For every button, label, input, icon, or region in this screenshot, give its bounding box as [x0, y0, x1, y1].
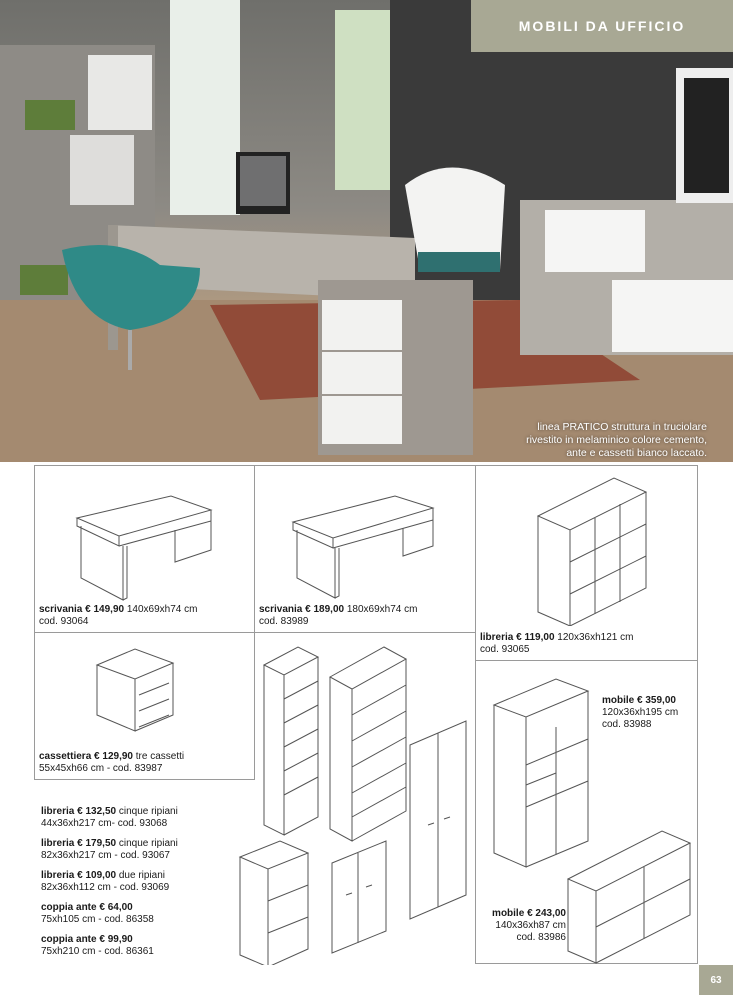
page-number-badge: [699, 965, 733, 995]
product-desc: cinque ripiani: [118, 806, 178, 817]
product-dims: 140x69xh74 cm: [126, 604, 198, 615]
product-name: libreria: [41, 870, 75, 881]
product-price: € 179,50: [77, 838, 117, 849]
product-card-mobili: [475, 660, 698, 964]
section-title: MOBILI DA UFFICIO: [518, 18, 686, 34]
product-price: € 129,90: [94, 751, 133, 762]
tall-bookcases-drawing: [234, 635, 474, 965]
product-dims-code: 55x45xh66 cm - cod. 83987: [39, 763, 163, 774]
product-code: cod. 93064: [39, 616, 89, 627]
product-name: libreria: [480, 632, 514, 643]
caption-line: linea PRATICO struttura in truciolare: [537, 421, 707, 433]
desk-drawing: [255, 466, 475, 606]
product-name: libreria: [41, 806, 75, 817]
hero-caption: [497, 421, 707, 460]
product-card-bookcase: [475, 465, 698, 661]
product-desc: due ripiani: [118, 870, 166, 881]
product-dims-code: 75xh210 cm - cod. 86361: [41, 946, 154, 957]
product-name: coppia ante: [41, 902, 97, 913]
product-dims-code: 75xh105 cm - cod. 86358: [41, 914, 154, 925]
product-card-desk-1: [34, 465, 255, 633]
product-price: € 99,90: [99, 934, 133, 945]
section-title-badge: [471, 0, 733, 52]
product-dims: 180x69xh74 cm: [346, 604, 418, 615]
product-price: € 149,90: [85, 604, 125, 615]
product-grid: [34, 465, 698, 964]
desk-drawing: [35, 466, 254, 606]
product-card-desk-2: [254, 465, 476, 633]
product-price: € 359,00: [637, 695, 676, 706]
product-price: € 243,00: [527, 908, 566, 919]
product-price: € 132,50: [77, 806, 117, 817]
product-code: cod. 93065: [480, 644, 530, 655]
drawer-unit-drawing: [35, 633, 254, 743]
product-desc: tre cassetti: [135, 751, 185, 762]
caption-line: ante e cassetti bianco laccato.: [566, 447, 707, 459]
hero-photo: [0, 0, 733, 462]
product-price: € 64,00: [99, 902, 133, 913]
product-name: libreria: [41, 838, 75, 849]
product-dims-code: 44x36xh217 cm- cod. 93068: [41, 818, 168, 829]
bookcase-drawing: [476, 466, 697, 626]
product-code: cod. 83986: [516, 932, 566, 943]
product-name: scrivania: [259, 604, 303, 615]
product-desc: cinque ripiani: [118, 838, 178, 849]
product-dims: 120x36xh195 cm: [602, 707, 679, 718]
product-name: scrivania: [39, 604, 83, 615]
product-name: mobile: [602, 695, 635, 706]
office-scene-image: [0, 0, 733, 462]
product-name: coppia ante: [41, 934, 97, 945]
product-price: € 109,00: [77, 870, 117, 881]
product-name: cassettiera: [39, 751, 92, 762]
product-dims-code: 82x36xh217 cm - cod. 93067: [41, 850, 170, 861]
product-price: € 119,00: [516, 632, 555, 643]
page-number: 63: [710, 974, 722, 986]
product-code: cod. 83989: [259, 616, 309, 627]
caption-line: rivestito in melaminico colore cemento,: [526, 434, 707, 446]
product-card-drawers: [34, 632, 255, 780]
product-dims: 140x36xh87 cm: [495, 920, 566, 931]
product-code: cod. 83988: [602, 719, 652, 730]
product-list: [41, 806, 178, 958]
product-dims: 120x36xh121 cm: [557, 632, 634, 643]
product-name: mobile: [492, 908, 525, 919]
product-price: € 189,00: [305, 604, 345, 615]
product-dims-code: 82x36xh112 cm - cod. 93069: [41, 882, 170, 893]
